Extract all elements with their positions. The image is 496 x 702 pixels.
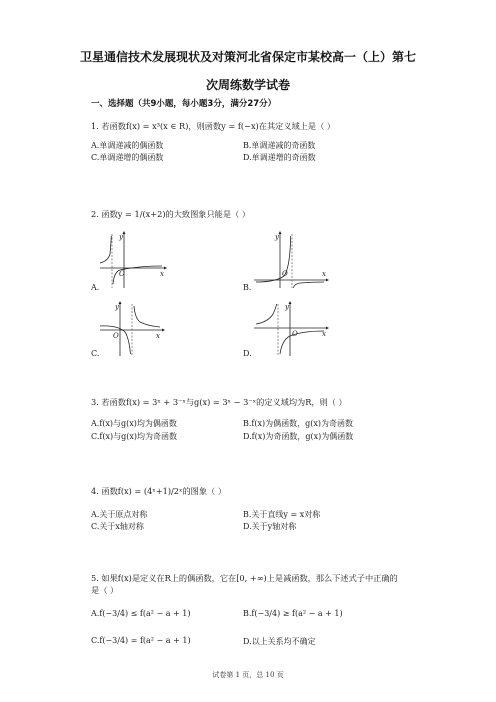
q4-option-b: B.关于直线y = x对称 <box>243 510 321 519</box>
q1-option-a: A.单调递减的偶函数 <box>91 141 164 150</box>
q2d-x-label: x <box>322 330 326 338</box>
section-heading: 一、选择题（共9小题，每小题3分，满分27分） <box>91 99 277 109</box>
q5-option-a: A.f(−3/4) ≤ f(a² − a + 1) <box>91 609 191 618</box>
q2b-x-label: x <box>322 270 326 278</box>
question-1-stem: 1. 若函数f(x) = x³(x ∈ R)，则函数y = f(−x)在其定义域上是（ ） <box>91 121 336 131</box>
question-3-stem: 3. 若函数f(x) = 3ˣ + 3⁻ˣ与g(x) = 3ˣ − 3⁻ˣ的定义域均为R，则（ ） <box>91 397 347 407</box>
q3-option-b: B.f(x)为偶函数，g(x)为奇函数 <box>243 419 354 428</box>
q2c-origin-label: O <box>113 332 119 340</box>
q2-graph-b <box>252 230 332 290</box>
q2-label-d: D. <box>243 349 252 358</box>
q1-option-d: D.单调递增的奇函数 <box>243 153 316 162</box>
question-5-stem-line1: 5. 如果f(x)是定义在R上的偶函数，它在[0, +∞)上是减函数，那么下述式子中正确的 <box>91 573 398 583</box>
q2d-y-label: y <box>285 303 289 311</box>
exam-title-line2: 次周练数学试卷 <box>205 78 290 92</box>
q5-option-d: D.以上关系均不确定 <box>243 637 316 646</box>
question-2-stem: 2. 函数y = 1/(x+2)的大致图象只能是（ ） <box>91 209 251 219</box>
q1-option-c: C.单调递增的偶函数 <box>91 153 164 162</box>
q2c-y-label: y <box>115 303 119 311</box>
q2d-origin-label: O <box>292 330 298 338</box>
q2c-x-label: x <box>156 332 160 340</box>
q2b-y-label: y <box>275 233 279 241</box>
exam-title-line1: 卫星通信技术发展现状及对策河北省保定市某校高一（上）第七 <box>79 50 416 64</box>
q3-option-d: D.f(x)为奇函数，g(x)为偶函数 <box>243 432 354 441</box>
q2a-y-label: y <box>119 233 123 241</box>
q2-label-b: B. <box>243 283 252 292</box>
q2a-x-label: x <box>160 270 164 278</box>
q2-graph-a <box>98 230 168 290</box>
q5-option-b: B.f(−3/4) ≥ f(a² − a + 1) <box>243 609 343 618</box>
q2-graph-c <box>98 300 168 358</box>
q3-option-c: C.f(x)与g(x)均为奇函数 <box>91 432 177 441</box>
q2-graph-d <box>252 300 332 358</box>
q2-label-a: A. <box>91 283 100 292</box>
q1-option-b: B.单调递减的奇函数 <box>243 141 316 150</box>
q2b-origin-label: O <box>282 270 288 278</box>
page-footer: 试卷第 1 页，总 10 页 <box>212 671 284 679</box>
q2a-origin-label: O <box>119 270 125 278</box>
q4-option-a: A.关于原点对称 <box>91 510 148 519</box>
q4-option-c: C.关于x轴对称 <box>91 522 144 531</box>
q5-option-c: C.f(−3/4) = f(a² − a + 1) <box>91 636 191 645</box>
q2-label-c: C. <box>91 349 100 358</box>
question-5-stem-line2: 是（ ） <box>91 585 119 595</box>
q3-option-a: A.f(x)与g(x)均为偶函数 <box>91 419 177 428</box>
q4-option-d: D.关于y轴对称 <box>243 522 297 531</box>
question-4-stem: 4. 函数f(x) = (4ˣ+1)/2ˣ的图象（ ） <box>91 486 227 496</box>
